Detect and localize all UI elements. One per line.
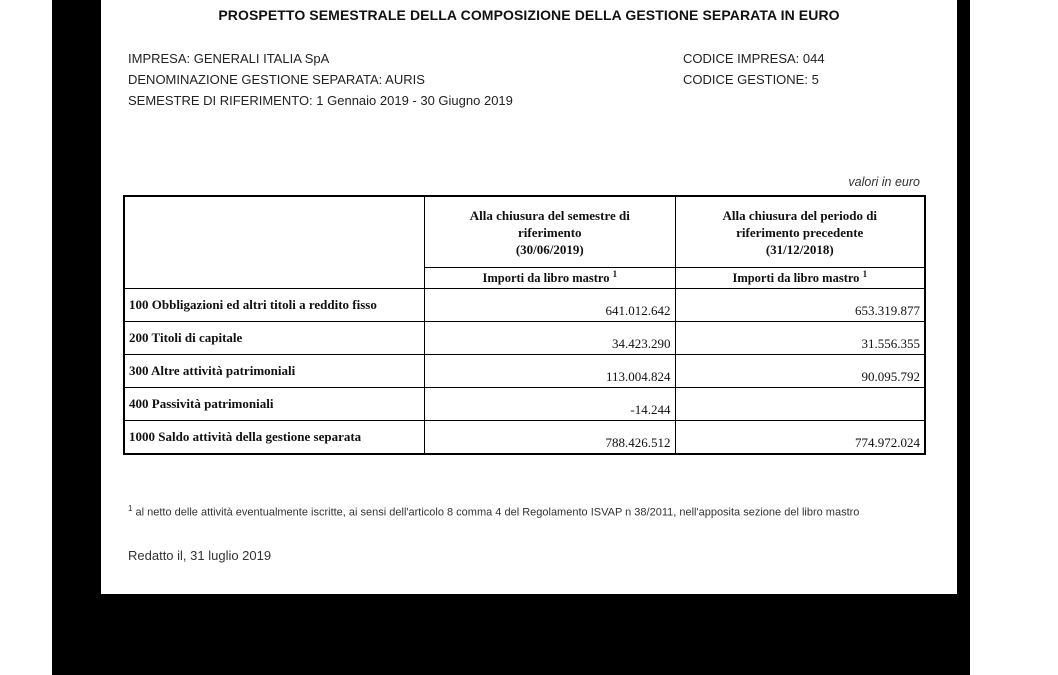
header-blank-cell (124, 196, 425, 289)
row-label: 100 Obbligazioni ed altri titoli a reddito fisso (124, 289, 425, 322)
current-header-line2: riferimento (518, 224, 582, 240)
gestione-name-label: DENOMINAZIONE GESTIONE SEPARATA: AURIS (128, 72, 425, 87)
current-header-line1: Alla chiusura del semestre di (469, 207, 630, 223)
semestre-label: SEMESTRE DI RIFERIMENTO: 1 Gennaio 2019 - 30 Giugno 2019 (128, 93, 513, 108)
row-value-previous (675, 388, 925, 421)
table-row (124, 388, 925, 421)
subheader-previous-label: Importi da libro mastro (732, 271, 860, 286)
previous-header-date: (31/12/2018) (765, 241, 834, 257)
row-value-current: 641.012.642 (425, 289, 675, 322)
subheader-previous (675, 268, 925, 289)
row-value-current: -14.244 (425, 388, 675, 421)
table-row (124, 289, 925, 322)
redatto-date: Redatto il, 31 luglio 2019 (128, 548, 272, 563)
row-label: 300 Altre attività patrimoniali (124, 355, 425, 388)
units-note: valori in euro (848, 175, 920, 189)
row-value-previous: 774.972.024 (675, 421, 925, 455)
row-value-current: 788.426.512 (425, 421, 675, 455)
previous-header-line1: Alla chiusura del periodo di (722, 207, 878, 223)
row-label: 200 Titoli di capitale (124, 322, 425, 355)
row-value-previous: 90.095.792 (675, 355, 925, 388)
table-row (124, 355, 925, 388)
column-header-previous (675, 196, 925, 268)
table-row (124, 322, 925, 355)
footnote-number: 1 (128, 504, 133, 513)
subheader-current (425, 268, 675, 289)
footnote-marker: 1 (612, 269, 618, 280)
current-header-date: (30/06/2019) (515, 241, 584, 257)
previous-header-line2: riferimento precedente (736, 224, 864, 240)
column-header-current (425, 196, 675, 268)
row-value-current: 34.423.290 (425, 322, 675, 355)
footnote-marker: 1 (862, 269, 868, 280)
row-label: 1000 Saldo attività della gestione separata (124, 421, 425, 455)
codice-impresa-label: CODICE IMPRESA: 044 (683, 51, 825, 66)
row-value-current: 113.004.824 (425, 355, 675, 388)
document-title: PROSPETTO SEMESTRALE DELLA COMPOSIZIONE DELLA GESTIONE SEPARATA IN EURO (218, 7, 840, 23)
impresa-label: IMPRESA: GENERALI ITALIA SpA (128, 51, 330, 66)
table-header-row (124, 196, 925, 268)
footnote (128, 504, 859, 519)
footnote-text: al netto delle attività eventualmente iscritte, ai sensi dell'articolo 8 comma 4 del Regolamento ISVAP n 38/2011, nell'apposita sezione del libro mastro (135, 506, 860, 519)
row-value-previous: 653.319.877 (675, 289, 925, 322)
subheader-current-label: Importi da libro mastro (482, 271, 610, 286)
table-row (124, 421, 925, 455)
codice-gestione-label: CODICE GESTIONE: 5 (683, 72, 819, 87)
row-value-previous: 31.556.355 (675, 322, 925, 355)
row-label: 400 Passività patrimoniali (124, 388, 425, 421)
composition-table (123, 195, 926, 455)
